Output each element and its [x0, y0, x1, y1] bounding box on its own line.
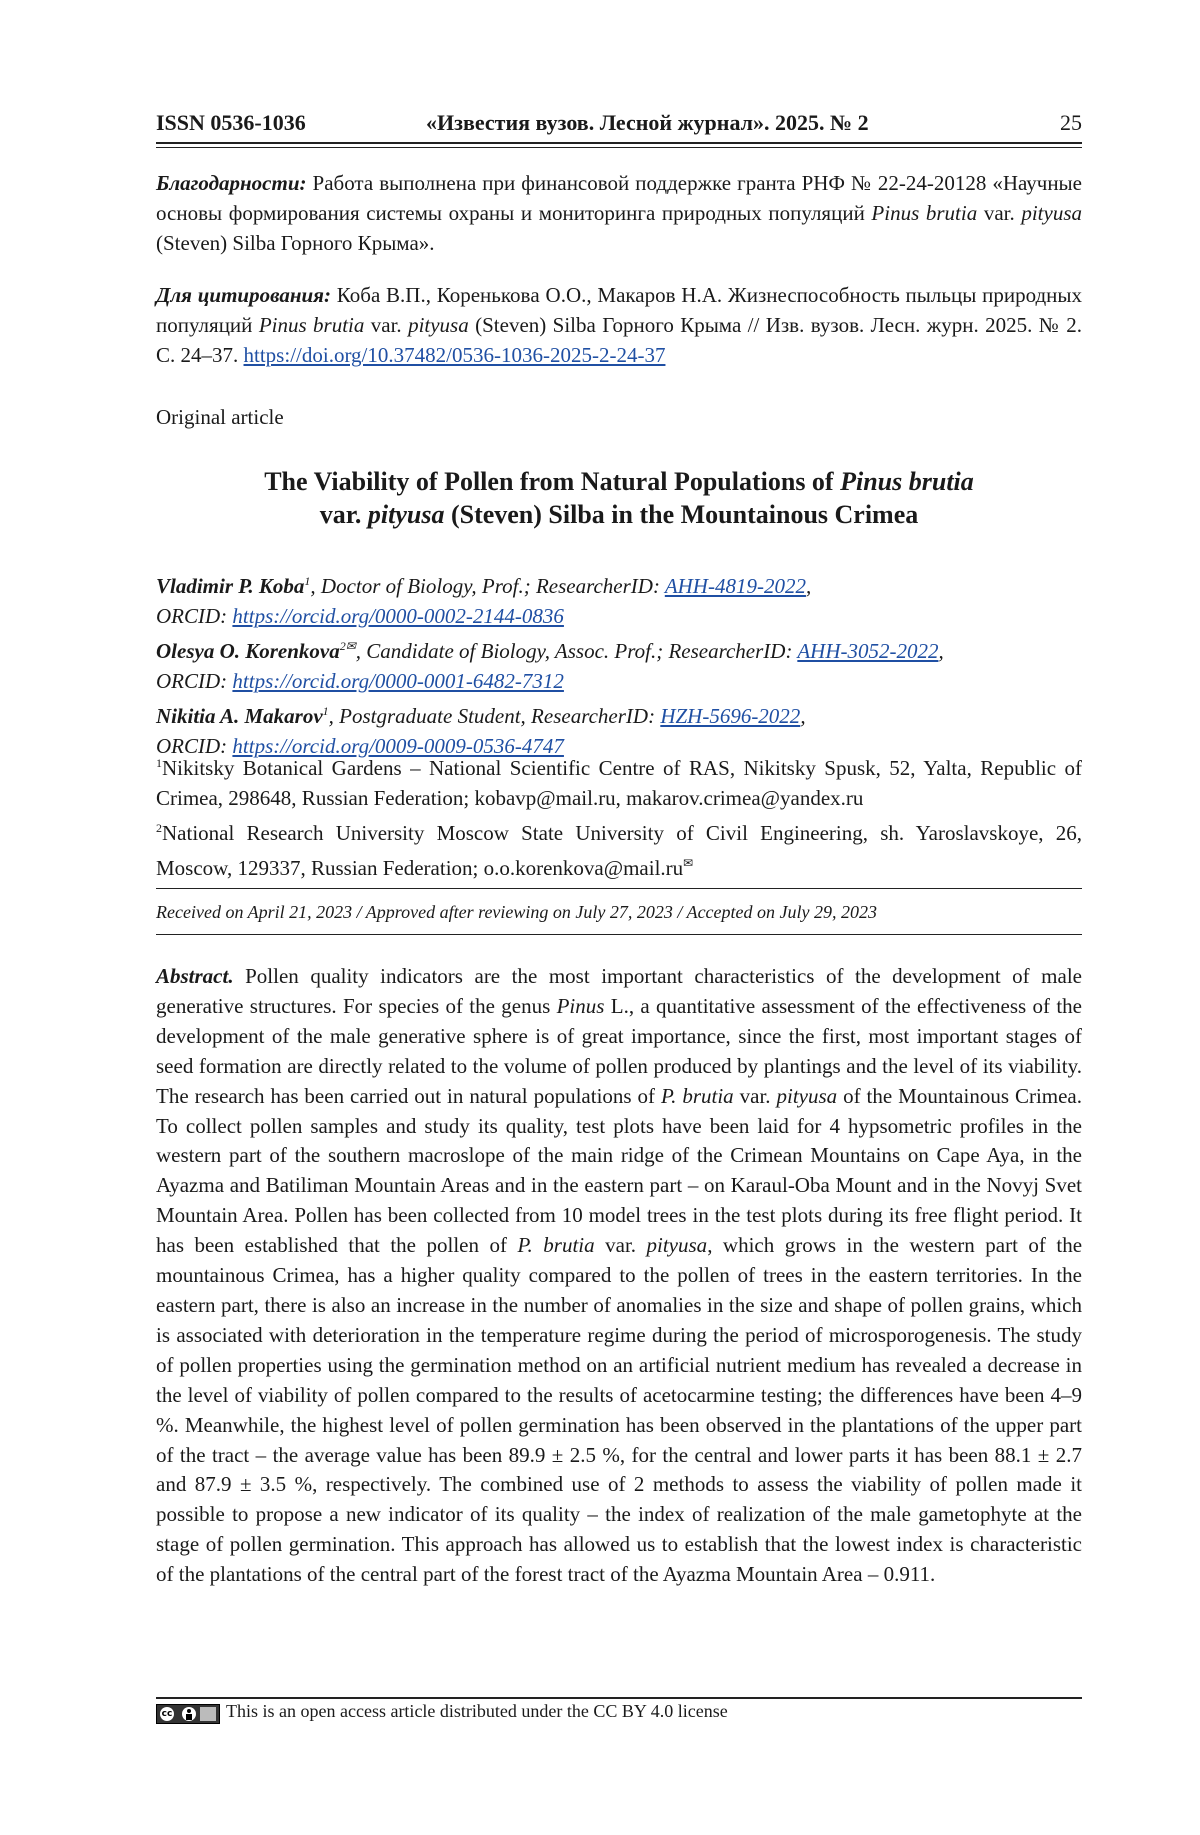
title-line-1 [156, 465, 1082, 498]
variety-name: pityusa [1021, 201, 1082, 225]
by-icon [182, 1707, 196, 1721]
abstract [156, 962, 1082, 1590]
article-title [156, 465, 1082, 531]
affiliation [156, 813, 1082, 883]
license-text: This is an open access article distributed under the CC BY 4.0 license [226, 1701, 728, 1722]
species-name: P. brutia [517, 1233, 594, 1257]
header-rule-thin [156, 147, 1082, 148]
author-orcid-line [156, 601, 1082, 631]
citation [156, 280, 1082, 370]
orcid-label: ORCID: [156, 669, 232, 693]
orcid-link[interactable]: https://orcid.org/0000-0002-2144-0836 [232, 604, 564, 628]
issn: ISSN 0536-1036 [156, 110, 306, 136]
author-entry: Olesya O. Korenkova2✉, Candidate of Biology, Assoc. Prof.; ResearcherID: AHH-3052-2022, [156, 631, 1082, 666]
variety-name: pityusa [408, 313, 469, 337]
var-abbrev: var. [605, 1233, 636, 1257]
cc-icon: cc [160, 1707, 174, 1721]
citation-rest: (Steven) Silba Горного Крыма // Изв. вузов. Лесн. журн. 2025. № 2. С. 24–37. [156, 313, 1082, 367]
doi-link[interactable]: https://doi.org/10.37482/0536-1036-2025-2-24-37 [244, 343, 666, 367]
abstract-label: Abstract. [156, 964, 234, 988]
abstract-text: L., a quantitative assessment of the effectiveness of the development of the male generative sphere is of great importance, since the first, most important stages of seed formation are directly related to the volume of pollen produced by plantings and the level of its viability. The research has been carried out in natural populations of [156, 994, 1082, 1108]
var-abbrev: var. [984, 201, 1015, 225]
acknowledgments [156, 168, 1082, 258]
abstract-text: of the Mountainous Crimea. To collect pollen samples and study its quality, test plots have been laid for 4 hypsometric profiles in the western part of the southern macroslope of the main ridge of the Crimean Mountains on Cape Aya, in the Ayazma and Batiliman Mountain Areas and in the eastern part – on Karaul-Oba Mount and in the Novyj Svet Mountain Area. Pollen has been collected from 10 model trees in the test plots during its free flight period. It has been established that the pollen of [156, 1084, 1082, 1258]
author-orcid-line [156, 666, 1082, 696]
title-variety: pityusa [368, 500, 445, 529]
acknowledgments-text: Работа выполнена при финансовой поддержке гранта РНФ № 22-24-20128 «Научные основы формирования системы охраны и мониторинга природных популяций [156, 171, 1082, 225]
title-text: The Viability of Pollen from Natural Populations of [264, 467, 833, 496]
badge-bar [200, 1707, 216, 1721]
author-details: , Postgraduate Student, ResearcherID: [329, 704, 661, 728]
abstract-text: Pollen quality indicators are the most important characteristics of the development of male generative structures. For species of the genus [156, 964, 1082, 1018]
affiliation-sup: 1 [156, 756, 162, 770]
species-name: Pinus brutia [871, 201, 977, 225]
title-species: Pinus brutia [840, 467, 974, 496]
envelope-icon: ✉ [683, 856, 693, 870]
researcher-id-link[interactable]: AHH-4819-2022 [665, 574, 806, 598]
divider [156, 888, 1082, 889]
author-entry: Vladimir P. Koba1, Doctor of Biology, Prof.; ResearcherID: AHH-4819-2022, [156, 566, 1082, 601]
article-type: Original article [156, 405, 284, 430]
author-list [156, 566, 1082, 761]
title-text-2: (Steven) Silba in the Mountainous Crimea [451, 500, 918, 529]
orcid-label: ORCID: [156, 734, 232, 758]
license-line [156, 1701, 1082, 1729]
abstract-text: , which grows in the western part of the mountainous Crimea, has a higher quality compared to the pollen of trees in the eastern territories. In the eastern part, there is also an increase in the number of anomalies in the size and shape of pollen grains, which is associated with deterioration in the temperature regime during the period of microsporogenesis. The study of pollen properties using the germination method on an artificial nutrient medium has revealed a decrease in the level of viability of pollen compared to the results of acetocarmine testing; the differences have been 4–9 %. Meanwhile, the highest level of pollen germination has been observed in the plantations of the upper part of the tract – the average value has been 89.9 ± 2.5 %, for the central and lower parts it has been 88.1 ± 2.7 and 87.9 ± 3.5 %, respectively. The combined use of 2 methods to assess the viability of pollen made it possible to propose a new indicator of its quality – the index of realization of the male gametophyte at the stage of pollen germination. This approach has allowed us to establish that the lowest index is characteristic of the plantations of the central part of the forest tract of the Ayazma Mountain Area – 0.911. [156, 1233, 1082, 1586]
affiliation-sup: 2 [156, 821, 162, 835]
variety-name: pityusa [776, 1084, 837, 1108]
var-abbrev: var. [371, 313, 402, 337]
page-number: 25 [1060, 110, 1082, 136]
received-dates: Received on April 21, 2023 / Approved after reviewing on July 27, 2023 / Accepted on July 29, 2023 [156, 902, 877, 923]
species-name: P. brutia [661, 1084, 734, 1108]
cc-license-icon[interactable] [156, 1704, 220, 1724]
footer-rule [156, 1697, 1082, 1699]
citation-label: Для цитирования: [156, 283, 331, 307]
journal-title: «Известия вузов. Лесной журнал». 2025. № 2 [426, 110, 869, 136]
genus-name: Pinus [557, 994, 605, 1018]
author-name: Olesya O. Korenkova [156, 639, 340, 663]
header-rule [156, 142, 1082, 144]
variety-name: pityusa [647, 1233, 708, 1257]
title-var: var. [320, 500, 362, 529]
orcid-link[interactable]: https://orcid.org/0009-0009-0536-4747 [232, 734, 564, 758]
orcid-label: ORCID: [156, 604, 232, 628]
author-details: , Doctor of Biology, Prof.; ResearcherID: [310, 574, 664, 598]
affiliation [156, 748, 1082, 813]
affiliation-text: Nikitsky Botanical Gardens – National Scientific Centre of RAS, Nikitsky Spusk, 52, Yalta, Republic of Crimea, 298648, Russian Federation; kobavp@mail.ru, makarov.crimea@yandex.ru [156, 756, 1082, 810]
affiliations [156, 748, 1082, 883]
author-sup: 1 [304, 574, 310, 588]
title-line-2 [156, 498, 1082, 531]
var-abbrev: var. [740, 1084, 771, 1108]
acknowledgments-rest: (Steven) Silba Горного Крыма». [156, 231, 435, 255]
author-name: Nikitia A. Makarov [156, 704, 323, 728]
researcher-id-link[interactable]: HZH-5696-2022 [660, 704, 800, 728]
acknowledgments-label: Благодарности: [156, 171, 307, 195]
citation-text: Коба В.П., Кореньковa О.О., Макаров Н.А. Жизнеспособность пыльцы природных популяций [156, 283, 1082, 337]
species-name: Pinus brutia [259, 313, 365, 337]
affiliation-text: National Research University Moscow State University of Civil Engineering, sh. Yaroslavskoye, 26, Moscow, 129337, Russian Federation; o.o.korenkova@mail.ru [156, 821, 1082, 880]
author-name: Vladimir P. Koba [156, 574, 304, 598]
author-sup: 1 [323, 704, 329, 718]
orcid-link[interactable]: https://orcid.org/0000-0001-6482-7312 [232, 669, 564, 693]
author-details: , Candidate of Biology, Assoc. Prof.; ResearcherID: [356, 639, 798, 663]
author-sup: 2✉ [340, 639, 356, 653]
running-header [156, 110, 1082, 140]
divider [156, 934, 1082, 935]
author-entry: Nikitia A. Makarov1, Postgraduate Student, ResearcherID: HZH-5696-2022, [156, 696, 1082, 731]
researcher-id-link[interactable]: AHH-3052-2022 [797, 639, 938, 663]
